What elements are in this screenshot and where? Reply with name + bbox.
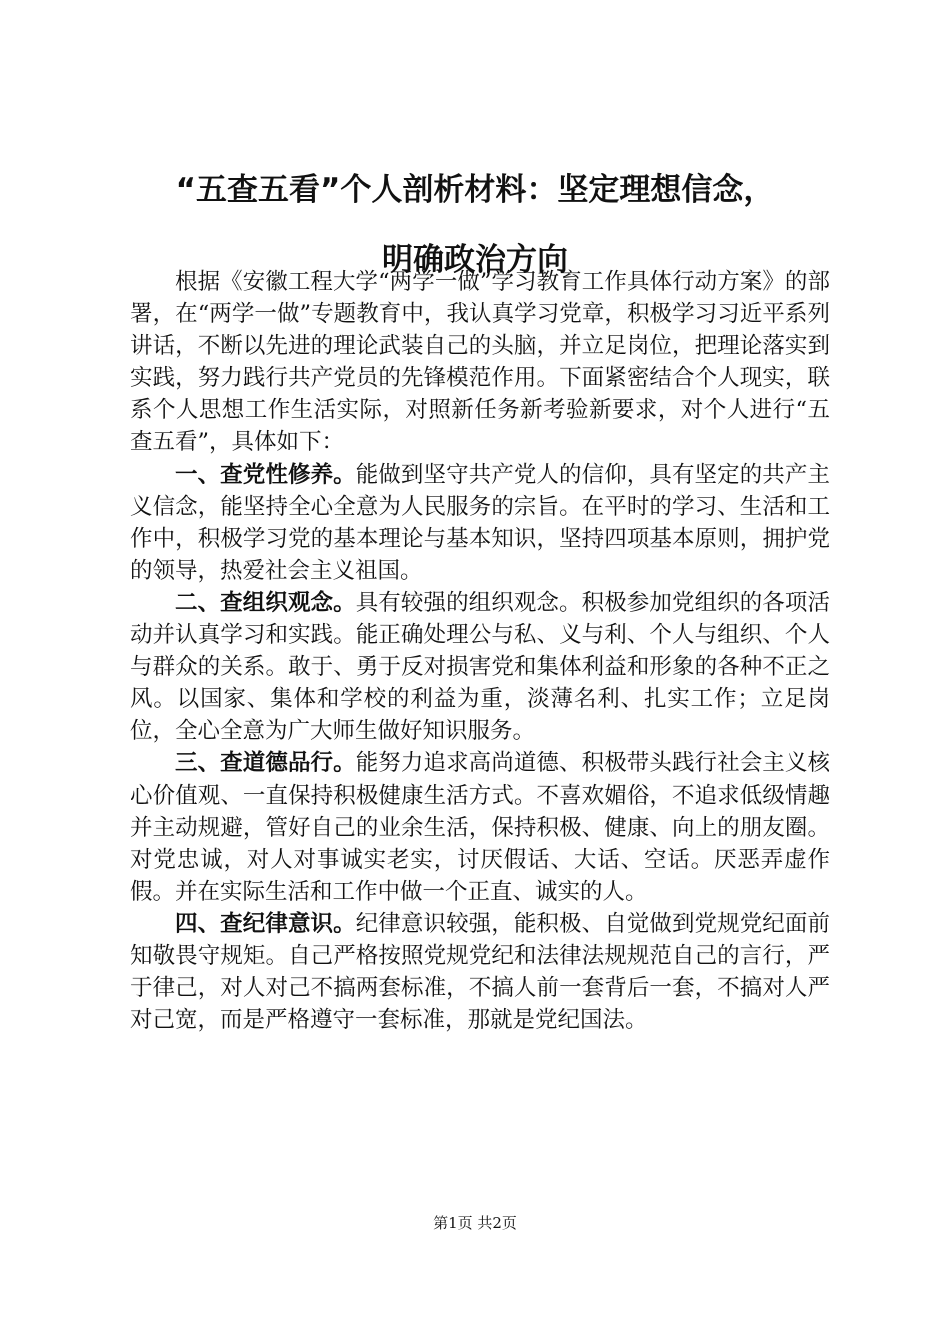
section-text: 能努力追求高尚道德、积极带头践行社会主义核心价值观、一直保持积极健康生活方式。不喜欢媚俗，不追求低级情趣并主动规避，管好自己的业余生活，保持积极、健康、向上的朋友圈。对党忠诚，对人对事诚实老实，讨厌假话、大话、空话。厌恶弄虚作假。并在实际生活和工作中做一个正直、诚实的人。: [130, 750, 830, 905]
section-paragraph: [130, 747, 830, 907]
section-paragraph: [130, 587, 830, 747]
section-heading: 二、查组织观念。: [175, 589, 356, 616]
section-paragraph: [130, 908, 830, 1036]
section-text: 具有较强的组织观念。积极参加党组织的各项活动并认真学习和实践。能正确处理公与私、义与利、个人与组织、个人与群众的关系。敢于、勇于反对损害党和集体利益和形象的各种不正之风。以国家、集体和学校的利益为重，淡薄名利、扎实工作；立足岗位，全心全意为广大师生做好知识服务。: [130, 589, 830, 745]
page-footer: 第1页 共2页: [433, 1214, 517, 1232]
title-line-2: 明确政治方向: [382, 242, 568, 278]
section-heading: 一、查党性修养。: [175, 461, 356, 488]
section-heading: 四、查纪律意识。: [175, 910, 356, 937]
title-line-1: “五查五看”个人剖析材料：坚定理想信念，: [175, 172, 775, 208]
section-paragraph: [130, 459, 830, 587]
intro-paragraph: 根据《安徽工程大学“两学一做”学习教育工作具体行动方案》的部署，在“两学一做”专题教育中，我认真学习党章，积极学习习近平系列讲话，不断以先进的理论武装自己的头脑，并立足岗位，把理论落实到实践，努力践行共产党员的先锋模范作用。下面紧密结合个人现实，联系个人思想工作生活实际，对照新任务新考验新要求，对个人进行“五查五看”，具体如下：: [130, 269, 830, 456]
document-body: [130, 266, 830, 1036]
section-text: 能做到坚守共产党人的信仰，具有坚定的共产主义信念，能坚持全心全意为人民服务的宗旨。在平时的学习、生活和工作中，积极学习党的基本理论与基本知识，坚持四项基本原则，拥护党的领导，热爱社会主义祖国。: [130, 461, 830, 584]
section-text: 纪律意识较强，能积极、自觉做到党规党纪面前知敬畏守规矩。自己严格按照党规党纪和法律法规规范自己的言行，严于律己，对人对己不搞两套标准，不搞人前一套背后一套，不搞对人严对己宽，而是严格遵守一套标准，那就是党纪国法。: [130, 910, 830, 1034]
section-heading: 三、查道德品行。: [175, 750, 356, 777]
